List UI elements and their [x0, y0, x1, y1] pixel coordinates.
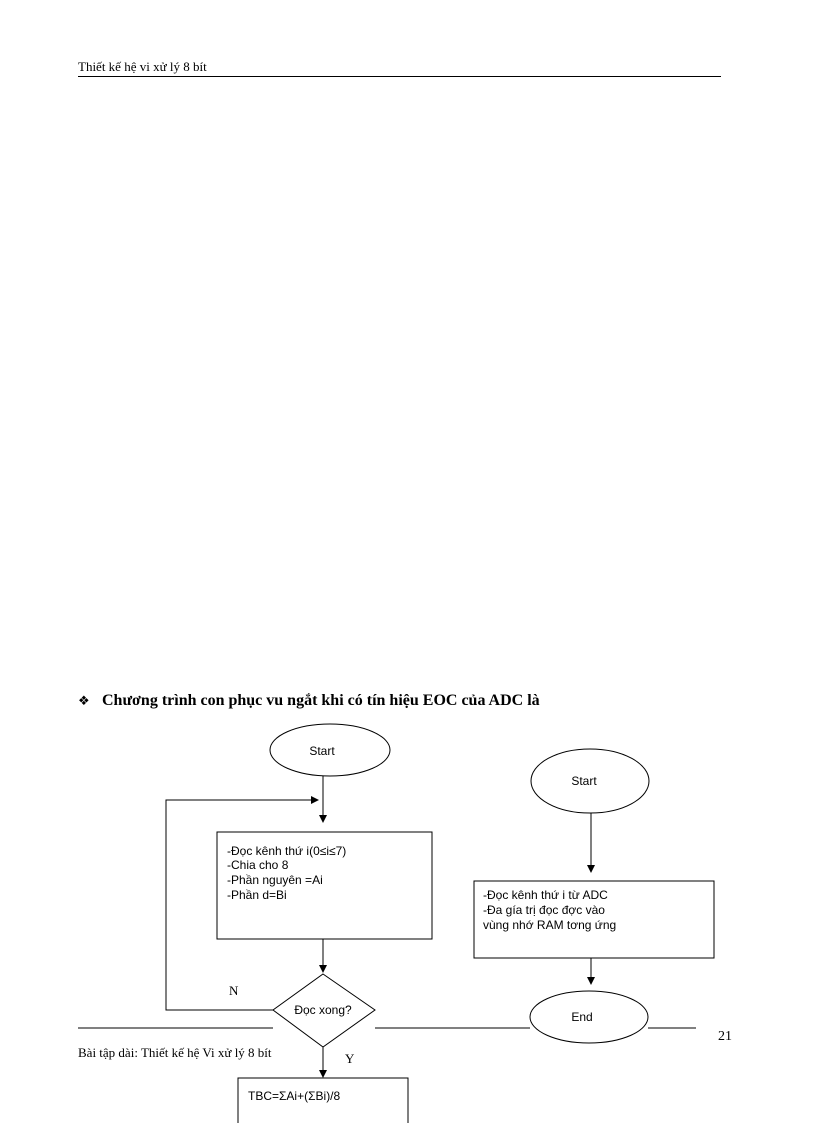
page-number: 21: [718, 1029, 732, 1044]
diamond-bullet-icon: ❖: [78, 694, 90, 709]
page-footer-text: Bài tập dài: Thiết kế hệ Vi xử lý 8 bít: [78, 1045, 272, 1060]
right-process-line: vùng nhớ RAM tơng ứng: [483, 918, 617, 932]
section-heading-text: Chương trình con phục vu ngắt khi có tín hiệu EOC của ADC là: [102, 692, 540, 709]
left-start-label: Start: [309, 744, 335, 758]
right-process-line: -Đa gía trị đọc đợc vào: [483, 903, 605, 917]
left-process-line: -Phần d=Bi: [227, 888, 287, 902]
decision-label: Đọc xong?: [294, 1003, 352, 1017]
right-start-label: Start: [571, 774, 597, 788]
left-process-line: -Đọc kênh thứ i(0≤i≤7): [227, 844, 347, 858]
left-flowchart: [166, 724, 432, 1123]
left-process-line: -Chia cho 8: [227, 858, 289, 872]
left-process-line: -Phần nguyên =Ai: [227, 873, 323, 887]
right-end-label: End: [571, 1010, 593, 1024]
right-process-line: -Đọc kênh thứ i từ ADC: [483, 888, 608, 902]
yes-branch-label: Y: [345, 1051, 355, 1066]
no-branch-label: N: [229, 983, 239, 998]
page-header-title: Thiết kế hệ vi xử lý 8 bít: [78, 59, 207, 74]
right-flowchart: [474, 749, 714, 1043]
result-formula: TBC=ΣAi+(ΣBi)/8: [248, 1089, 341, 1103]
